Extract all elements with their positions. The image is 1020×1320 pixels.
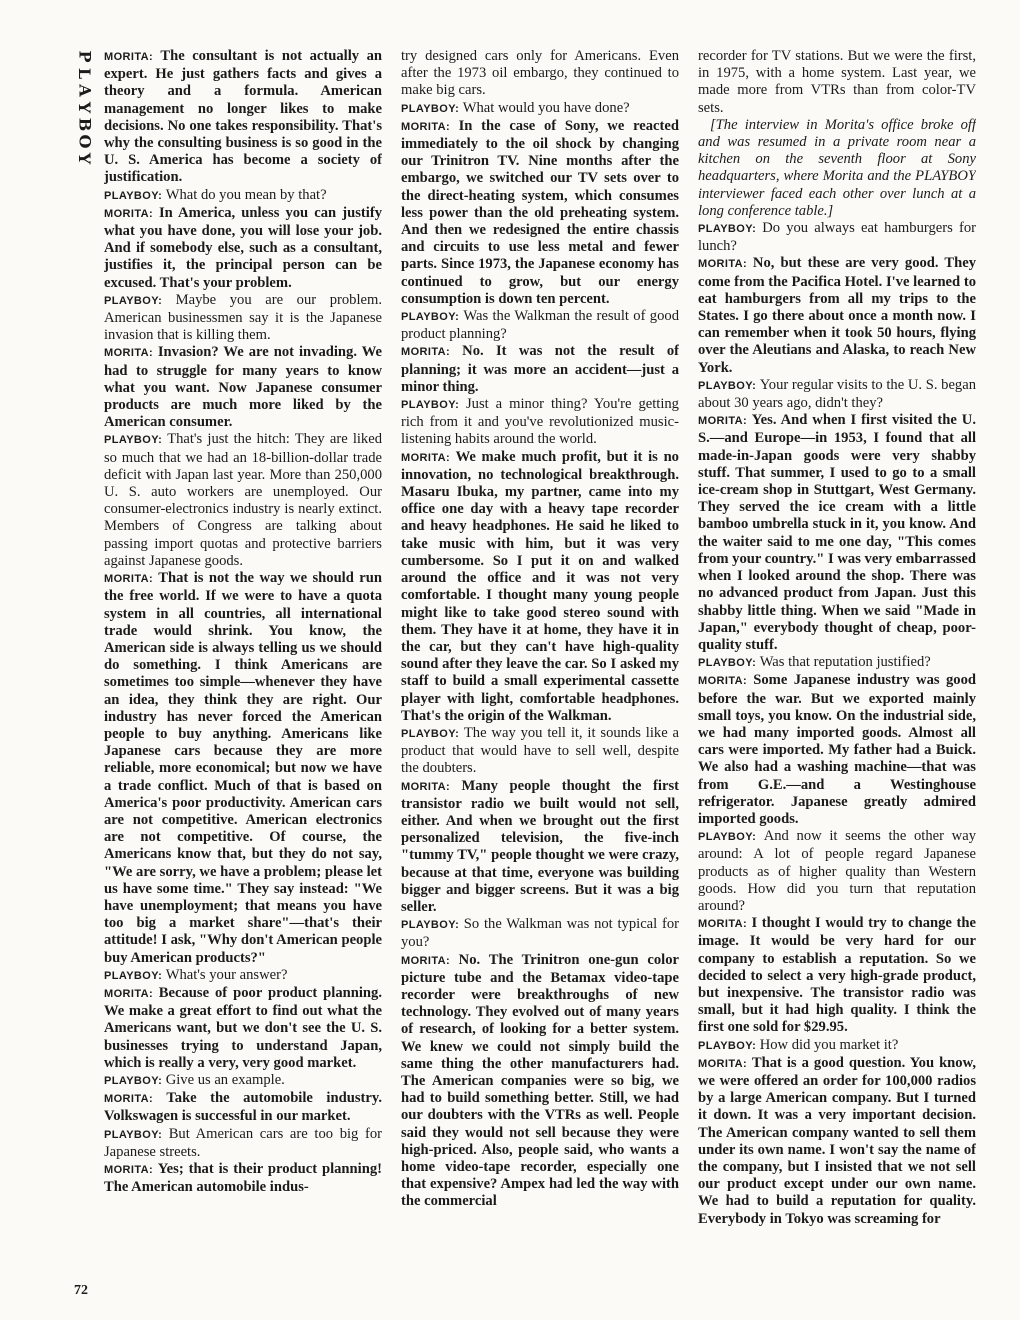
interview-paragraph [104, 431, 382, 570]
masthead-letter: B [75, 117, 95, 132]
speaker-label: PLAYBOY: [698, 379, 757, 392]
paragraph-text: recorder for TV stations. But we were the first, in 1975, with a home system. Last year, we made more from VTRs than from color-TV sets. [698, 48, 976, 116]
speaker-label: PLAYBOY: [104, 1128, 163, 1141]
speaker-label: PLAYBOY: [401, 102, 460, 115]
text-column-2 [401, 48, 679, 1310]
interview-paragraph [401, 916, 679, 951]
paragraph-text: Maybe you are our problem. American businessmen say it is the Japanese invasion that is killing them. [104, 291, 382, 344]
speaker-label: MORITA: [698, 918, 748, 931]
masthead-letter: L [75, 67, 95, 80]
speaker-label: PLAYBOY: [401, 399, 460, 412]
speaker-label: PLAYBOY: [698, 657, 757, 670]
interview-paragraph [104, 1161, 382, 1196]
paragraph-text: Give us an example. [165, 1071, 285, 1088]
interview-paragraph [401, 100, 679, 118]
speaker-label: MORITA: [104, 1164, 154, 1176]
speaker-label: PLAYBOY: [104, 434, 163, 447]
text-column-3 [698, 48, 976, 1310]
paragraph-text: Just a minor thing? You're getting rich from it and you've revolutionized music-listening habits around the world. [401, 396, 679, 448]
speaker-label: PLAYBOY: [401, 727, 460, 740]
interview-paragraph [104, 205, 382, 292]
interview-paragraph [401, 396, 679, 449]
interview-paragraph [104, 1090, 382, 1125]
paragraph-text: try designed cars only for Americans. Even after the 1973 oil embargo, they continued to make big cars. [401, 48, 679, 99]
speaker-label: MORITA: [401, 451, 451, 464]
paragraph-text: Yes. And when I first visited the U. S.—and Europe—in 1953, I found that all made-in-Japan goods were very shabby stuff. That summer, I used to go to a small ice-cream shop in Stuttgart, West Germany. They served the ice cream with a little bamboo umbrella stuck in it, you know. And the waiter said to me one day, "This comes from your country." I was very embarrassed when I looked around the shop. There was no advanced product from Japan. Just this shabby little thing. When we said "Made in Japan," everybody thought of cheap, poor-quality stuff. [698, 412, 976, 653]
speaker-label: PLAYBOY: [698, 831, 757, 844]
speaker-label: MORITA: [698, 258, 748, 271]
interview-paragraph [104, 1126, 382, 1161]
masthead-letter: A [75, 84, 95, 97]
speaker-label: PLAYBOY: [104, 189, 163, 202]
interview-paragraph [104, 344, 382, 431]
paragraph-text: Take the automobile industry. Volkswagen is successful in our market. [104, 1090, 382, 1125]
speaker-label: PLAYBOY: [401, 311, 460, 324]
interview-paragraph [698, 220, 976, 255]
speaker-label: PLAYBOY: [104, 1074, 163, 1087]
interview-paragraph [698, 377, 976, 412]
paragraph-text: So the Walkman was not typical for you? [401, 916, 679, 951]
interview-paragraph [698, 412, 976, 654]
speaker-label: MORITA: [698, 415, 748, 428]
masthead-spine [72, 48, 98, 167]
paragraph-text: I thought I would try to change the image. It would be very hard for our company to establish a reputation. So we decided to select a very high-grade product, but inexpensive. The transistor radio was small, but it had high quality. I think the first one sold for $29.95. [698, 915, 976, 1036]
paragraph-text: What would you have done? [462, 99, 630, 116]
paragraph-text: Some Japanese industry was good before the war. But we exported mainly small toys, you know. On the industrial side, we had many imported goods. Almost all cars were imported. My father had a Buick. We also had a washing machine—that was from G.E.—and a Westinghouse refrigerator. Japanese greatly admired imported goods. [698, 672, 976, 827]
interview-paragraph [104, 187, 382, 205]
interview-paragraph [401, 308, 679, 343]
interview-paragraph [698, 672, 976, 828]
paragraph-text: That is not the way we should run the free world. If we were to have a quota system in all countries, all international trade would shrink. You know, the American side is always telling us we should do something. I think Americans are sometimes too simple—whenever they have an idea, they think they are right. Our industry has never forced the American people to buy anything. Americans like Japanese cars because they are more reliable, more economical; but now we have a trade conflict. Much of that is based on America's poor productivity. American cars are not competitive. American electronics are not competitive. Of course, the Americans know that, but they do not say, "We are sorry, we have a problem; please let us have some time." They say instead: "We have unemployment; that means you have too big a market share"—that's their attitude! I ask, "Why don't American people buy American products?" [104, 570, 382, 966]
speaker-label: PLAYBOY: [698, 1039, 757, 1052]
speaker-label: PLAYBOY: [401, 919, 460, 932]
text-column-1 [104, 48, 382, 1310]
paragraph-text: That's just the hitch: They are liked so much that we had an 18-billion-dollar trade deficit with Japan last year. More than 250,000 U. S. auto workers are unemployed. Our consumer-electronics industry is nearly extinct. Members of Congress are talking about passing import quotas and protective barriers against Japanese goods. [104, 431, 382, 569]
paragraph-text: What's your answer? [165, 966, 288, 983]
speaker-label: MORITA: [104, 51, 154, 63]
paragraph-text: The consultant is not actually an expert. He just gathers facts and gives a theory and a formula. American management no longer likes to make decisions. No one takes responsibility. That's why the consulting business is so good in the U. S. America has become a society of justification. [104, 48, 382, 186]
paragraph-text: Many people thought the first transistor radio we built would not sell, either. And when we brought out the first personalized television, the five-inch "tummy TV," people thought we were crazy, because at that time, everyone was building bigger and bigger screens. But it was a big seller. [401, 777, 679, 915]
paragraph-text: [The interview in Morita's office broke off and was resumed in a private room near a kitchen on the seventh floor at Sony headquarters, where Morita and the PLAYBOY interviewer faced each other over lunch at a long conference table.] [698, 116, 976, 219]
paragraph-text: Yes; that is their product planning! The American automobile indus- [104, 1161, 382, 1196]
speaker-label: MORITA: [104, 987, 154, 1000]
interview-paragraph [401, 449, 679, 725]
interview-paragraph [401, 48, 679, 100]
page-number: 72 [74, 1283, 88, 1298]
paragraph-text: Do you always eat hamburgers for lunch? [698, 220, 976, 255]
interview-paragraph [401, 118, 679, 308]
interview-paragraph [698, 915, 976, 1036]
interview-paragraph [698, 1055, 976, 1228]
paragraph-text: In the case of Sony, we reacted immediately to the oil shock by changing our Trinitron TV. Nine months after the embargo, we switched our TV sets over to the direct-heating system, which consumes less power than the old preheating system. And then we redesigned the entire chassis and circuits to use less metal and fewer parts. Since 1973, the Japanese economy has continued to grow, but our energy consumption is down ten percent. [401, 117, 679, 307]
paragraph-text: No, but these are very good. They come from the Pacifica Hotel. I've learned to eat hamburgers from all my trips to the States. I go there about once a month now. I can remember when it took 50 hours, flying over the Aleutians and Alaska, to reach New York. [698, 255, 976, 376]
interview-paragraph [401, 952, 679, 1211]
speaker-label: PLAYBOY: [104, 294, 163, 307]
speaker-label: MORITA: [401, 780, 451, 793]
paragraph-text: Because of poor product planning. We make a great effort to find out what the Americans want, but we don't see the U. S. businesses trying to understand Japan, which is really a very, very good market. [104, 984, 382, 1071]
speaker-label: MORITA: [401, 120, 451, 133]
speaker-label: MORITA: [401, 346, 451, 359]
speaker-label: PLAYBOY: [104, 969, 163, 982]
interview-paragraph [401, 343, 679, 396]
paragraph-text: We make much profit, but it is no innovation, no technological breakthrough. Masaru Ibuka, my partner, came into my office one day with a heavy tape recorder and heavy headphones. He said he liked to take music with him, but it was very cumbersome. So I put it on and walked around the office and it was not very comfortable. I thought many young people might like to take good stereo sound with them. They have it at home, they have it in the car, but they can't have high-quality sound after they leave the car. So I asked my staff to build a small experimental cassette player with light, comfortable headphones. That's the origin of the Walkman. [401, 448, 679, 724]
interview-paragraph [401, 725, 679, 778]
speaker-label: MORITA: [104, 573, 154, 586]
paragraph-text: That is a good question. You know, we were offered an order for 100,000 radios by a large American company. But I turned it down. It was a very important decision. The American company wanted to sell them under its own name. I won't say the name of the company, but I insisted that we not sell our product except under our own name. We had to build a reputation for quality. Everybody in Tokyo was screaming for [698, 1054, 976, 1227]
speaker-label: MORITA: [104, 1093, 154, 1106]
paragraph-text: Was that reputation justified? [759, 654, 931, 671]
interview-paragraph [104, 967, 382, 985]
speaker-label: PLAYBOY: [698, 223, 757, 236]
speaker-label: MORITA: [401, 954, 451, 967]
masthead-letter: O [75, 134, 95, 149]
speaker-label: MORITA: [104, 347, 154, 360]
interview-paragraph [698, 654, 976, 672]
interview-paragraph [104, 1072, 382, 1090]
paragraph-text: What do you mean by that? [165, 186, 327, 203]
speaker-label: MORITA: [698, 1057, 748, 1070]
interview-paragraph [698, 828, 976, 915]
paragraph-text: But American cars are too big for Japanese streets. [104, 1125, 382, 1160]
speaker-label: MORITA: [698, 675, 748, 688]
interview-paragraph [104, 570, 382, 967]
editorial-note [698, 117, 976, 220]
paragraph-text: And now it seems the other way around: A lot of people regard Japanese products as of higher quality than Western goods. How did you turn that reputation around? [698, 828, 976, 914]
interview-paragraph [698, 48, 976, 117]
speaker-label: MORITA: [104, 207, 154, 220]
masthead-letter: P [75, 50, 95, 63]
paragraph-text: The way you tell it, it sounds like a product that would have to sell well, despite the doubters. [401, 724, 679, 777]
paragraph-text: No. It was not the result of planning; it was more an accident—just a minor thing. [401, 343, 679, 395]
interview-paragraph [104, 292, 382, 345]
paragraph-text: Was the Walkman the result of good product planning? [401, 308, 679, 343]
interview-paragraph [104, 985, 382, 1072]
masthead-letter: Y [75, 101, 95, 114]
masthead-letter: Y [75, 152, 95, 165]
interview-paragraph [698, 1037, 976, 1055]
paragraph-text: In America, unless you can justify what you have done, you will lose your job. And if somebody else, such as a consultant, justifies it, the principal person can be excused. That's your problem. [104, 204, 382, 291]
interview-paragraph [698, 255, 976, 376]
paragraph-text: Invasion? We are not invading. We had to struggle for many years to know what you want. Now Japanese consumer products are much more liked by the American consumer. [104, 344, 382, 431]
interview-paragraph [401, 778, 679, 917]
interview-paragraph [104, 48, 382, 187]
paragraph-text: No. The Trinitron one-gun color picture tube and the Betamax video-tape recorder were breakthroughs of new technology. They evolved out of many years of research, of looking for a better system. We knew we could not simply build the same thing the other manufacturers had. The American companies were so big, we had to build something better. Still, we had our doubters with the VTRs as well. People said they would not sell because they were high-priced. Also, people said, who wants a home video-tape recorder, especially one that expensive? Ampex had led the way with the commercial [401, 951, 679, 1210]
paragraph-text: Your regular visits to the U. S. began about 30 years ago, didn't they? [698, 376, 976, 412]
paragraph-text: How did you market it? [759, 1036, 899, 1053]
